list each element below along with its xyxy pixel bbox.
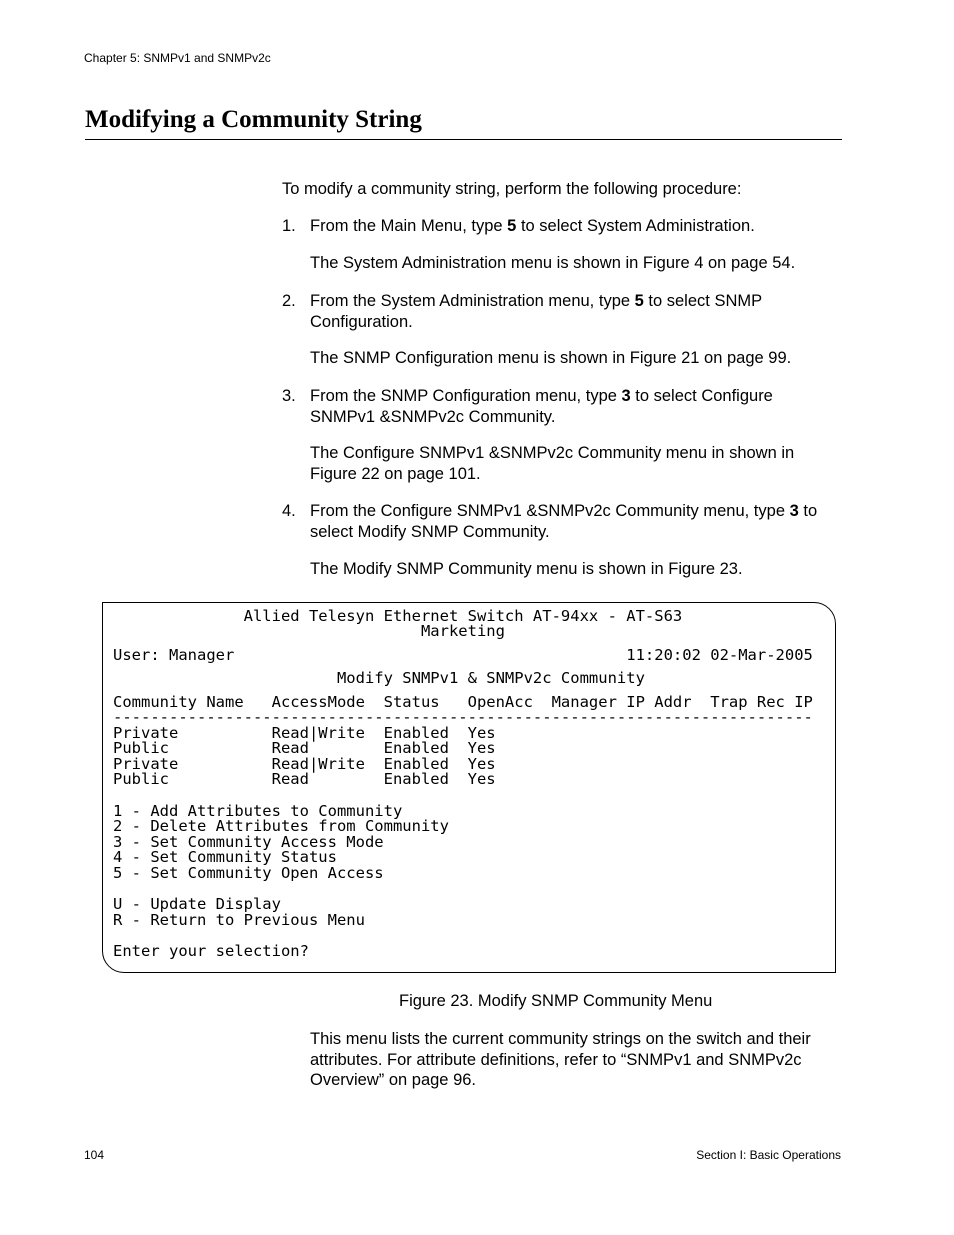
terminal-menu-option: 3 - Set Community Access Mode (113, 833, 384, 851)
section-title: Modifying a Community String (85, 106, 422, 133)
step-text-post: to select Modify SNMP Community. (310, 502, 818, 541)
step-number: 3. (282, 387, 296, 405)
terminal-location: Marketing (113, 622, 505, 640)
step-1-note: The System Administration menu is shown in Figure 4 on page 54. (310, 254, 796, 272)
step-key: 5 (507, 217, 517, 235)
step-key: 5 (634, 292, 644, 310)
step-text (310, 386, 840, 427)
terminal-menu-option: 1 - Add Attributes to Community (113, 802, 403, 820)
terminal-table-row: Public Read Enabled Yes (113, 739, 496, 757)
step-text-post: to select System Administration. (516, 217, 755, 235)
step-text-post: to select Configure SNMPv1 &SNMPv2c Community. (310, 387, 773, 426)
footer-section-label: Section I: Basic Operations (696, 1148, 841, 1162)
step-text (310, 501, 840, 542)
step-number: 4. (282, 502, 296, 520)
step-3-note: The Configure SNMPv1 &SNMPv2c Community menu in shown in Figure 22 on page 101. (310, 444, 795, 483)
terminal-menu-option: R - Return to Previous Menu (113, 911, 365, 929)
terminal-menu-option: 4 - Set Community Status (113, 848, 337, 866)
terminal-banner: Allied Telesyn Ethernet Switch AT-94xx - AT-S63 (113, 607, 683, 625)
step-key: 3 (789, 502, 799, 520)
step-text-pre: From the Configure SNMPv1 &SNMPv2c Community menu, type (310, 502, 790, 520)
terminal-screen (102, 602, 836, 973)
terminal-table-header: Community Name AccessMode Status OpenAcc Manager IP Addr Trap Rec IP (113, 693, 813, 711)
step-key: 3 (621, 387, 631, 405)
terminal-user-time: User: Manager 11:20:02 02-Mar-2005 (113, 646, 813, 664)
terminal-menu-option: U - Update Display (113, 895, 281, 913)
step-text-pre: From the SNMP Configuration menu, type (310, 387, 622, 405)
step-number: 1. (282, 217, 296, 235)
title-rule (85, 139, 842, 140)
terminal-table-row: Private Read|Write Enabled Yes (113, 755, 496, 773)
step-text-pre: From the Main Menu, type (310, 217, 508, 235)
terminal-table-row: Private Read|Write Enabled Yes (113, 724, 496, 742)
figure-caption: Figure 23. Modify SNMP Community Menu (399, 992, 713, 1010)
step-4-note: The Modify SNMP Community menu is shown in Figure 23. (310, 560, 743, 578)
terminal-prompt: Enter your selection? (113, 942, 309, 960)
closing-paragraph: This menu lists the current community strings on the switch and their attributes. For attribute definitions, refer to “SNMPv1 and SNMPv2c Overview” on page 96. (310, 1030, 811, 1089)
terminal-divider: --------------------------------------------------------------------------- (113, 708, 813, 726)
step-number: 2. (282, 292, 296, 310)
step-text (310, 291, 840, 332)
step-text (310, 216, 840, 237)
terminal-menu-option: 5 - Set Community Open Access (113, 864, 384, 882)
step-text-pre: From the System Administration menu, type (310, 292, 635, 310)
terminal-menu-option: 2 - Delete Attributes from Community (113, 817, 449, 835)
step-2-note: The SNMP Configuration menu is shown in Figure 21 on page 99. (310, 349, 792, 367)
intro-paragraph: To modify a community string, perform the following procedure: (282, 180, 742, 198)
page-number: 104 (84, 1148, 105, 1162)
terminal-table-row: Public Read Enabled Yes (113, 770, 496, 788)
terminal-menu-title: Modify SNMPv1 & SNMPv2c Community (113, 669, 645, 687)
running-head: Chapter 5: SNMPv1 and SNMPv2c (84, 51, 271, 65)
step-text-post: to select SNMP Configuration. (310, 292, 762, 331)
